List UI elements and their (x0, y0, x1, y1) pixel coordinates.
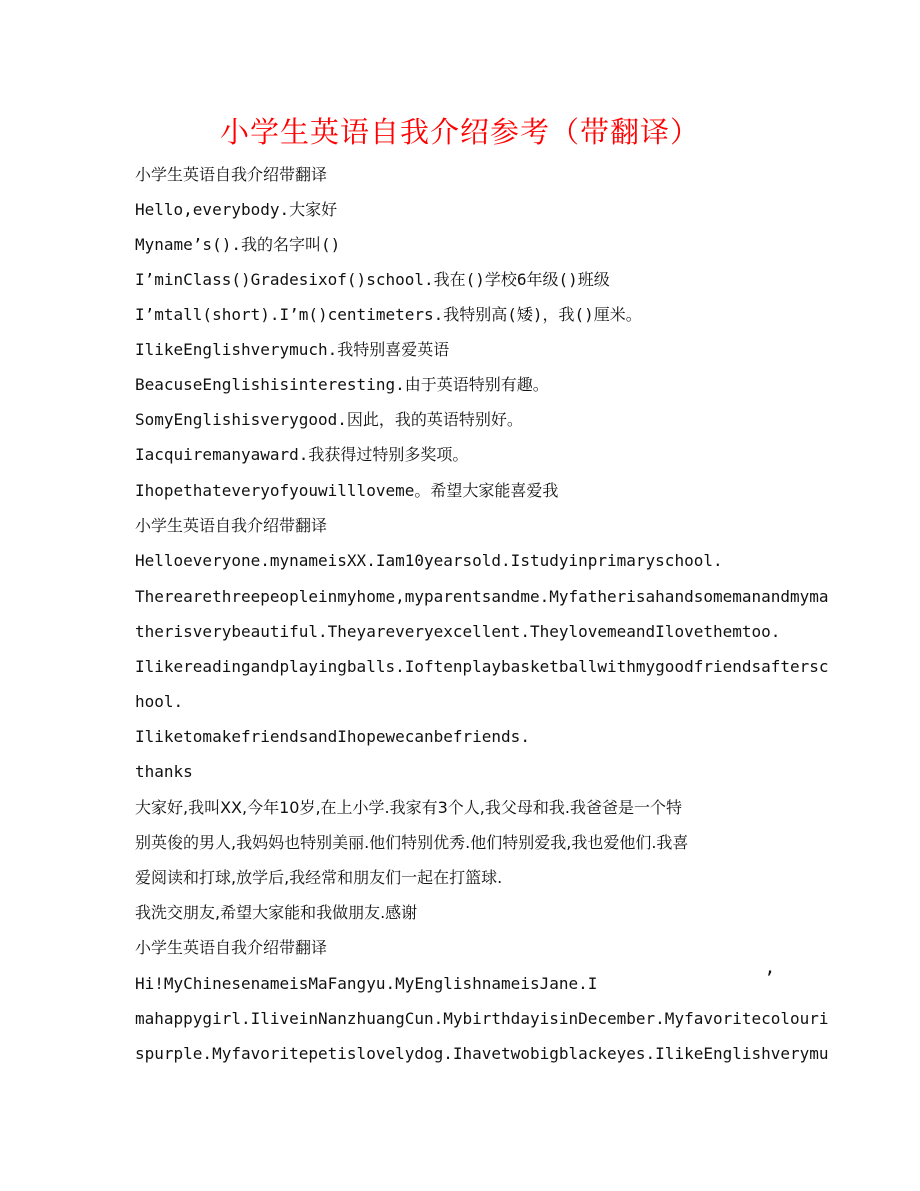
paragraph-line: Iacquiremanyaward.我获得过特别多奖项。 (135, 445, 469, 464)
paragraph-line: thanks (135, 762, 193, 781)
paragraph-line: BeacuseEnglishisinteresting.由于英语特别有趣。 (135, 375, 549, 394)
section-heading: 小学生英语自我介绍带翻译 (135, 938, 328, 957)
paragraph-line: Hello,everybody.大家好 (135, 200, 338, 219)
paragraph-line: therisverybeautiful.Theyareveryexcellent.TheylovemeandIlovethemtoo. (135, 622, 781, 641)
paragraph-line: I’mtall(short).I’m()centimeters.我特别高(矮)，我()厘米。 (135, 305, 642, 324)
paragraph-line: IliketomakefriendsandIhopewecanbefriends. (135, 727, 530, 746)
paragraph-line: SomyEnglishisverygood.因此，我的英语特别好。 (135, 410, 523, 429)
paragraph-line: 大家好,我叫XX,今年10岁,在上小学.我家有3个人,我父母和我.我爸爸是一个特 (135, 798, 682, 817)
section-heading: 小学生英语自我介绍带翻译 (135, 165, 328, 184)
paragraph-line: 爱阅读和打球,放学后,我经常和朋友们一起在打篮球. (135, 868, 503, 887)
paragraph-line: spurple.Myfavoritepetislovelydog.Ihavetwobigblackeyes.IlikeEnglishverymu (135, 1044, 829, 1063)
paragraph-line: mahappygirl.IliveinNanzhuangCun.MybirthdayisinDecember.Myfavoritecolouri (135, 1009, 829, 1028)
paragraph-line: Ilikereadingandplayingballs.Ioftenplaybasketballwithmygoodfriendsaftersc (135, 657, 829, 676)
paragraph-line: Therearethreepeopleinmyhome,myparentsandme.Myfatherisahandsomemanandmyma (135, 587, 829, 606)
paragraph-line: I’minClass()Gradesixof()school.我在()学校6年级()班级 (135, 270, 610, 289)
paragraph-line: Helloeveryone.mynameisXX.Iam10yearsold.Istudyinprimaryschool. (135, 551, 723, 570)
paragraph-line: 我洗交朋友,希望大家能和我做朋友.感谢 (135, 903, 418, 922)
document-title: 小学生英语自我介绍参考（带翻译） (219, 115, 700, 149)
paragraph-line: Ihopethateveryofyouwillloveme。希望大家能喜爱我 (135, 481, 559, 500)
paragraph-line: 别英俊的男人,我妈妈也特别美丽.他们特别优秀.他们特别爱我,我也爱他们.我喜 (135, 833, 689, 852)
paragraph-line: Myname’s().我的名字叫() (135, 235, 341, 254)
paragraph-line: Hi!MyChinesenameisMaFangyu.MyEnglishnameisJane.I (135, 974, 598, 993)
section-heading: 小学生英语自我介绍带翻译 (135, 516, 328, 535)
paragraph-line: IlikeEnglishverymuch.我特别喜爱英语 (135, 340, 450, 359)
stray-apostrophe: ’ (764, 968, 775, 989)
paragraph-line: hool. (135, 692, 184, 711)
